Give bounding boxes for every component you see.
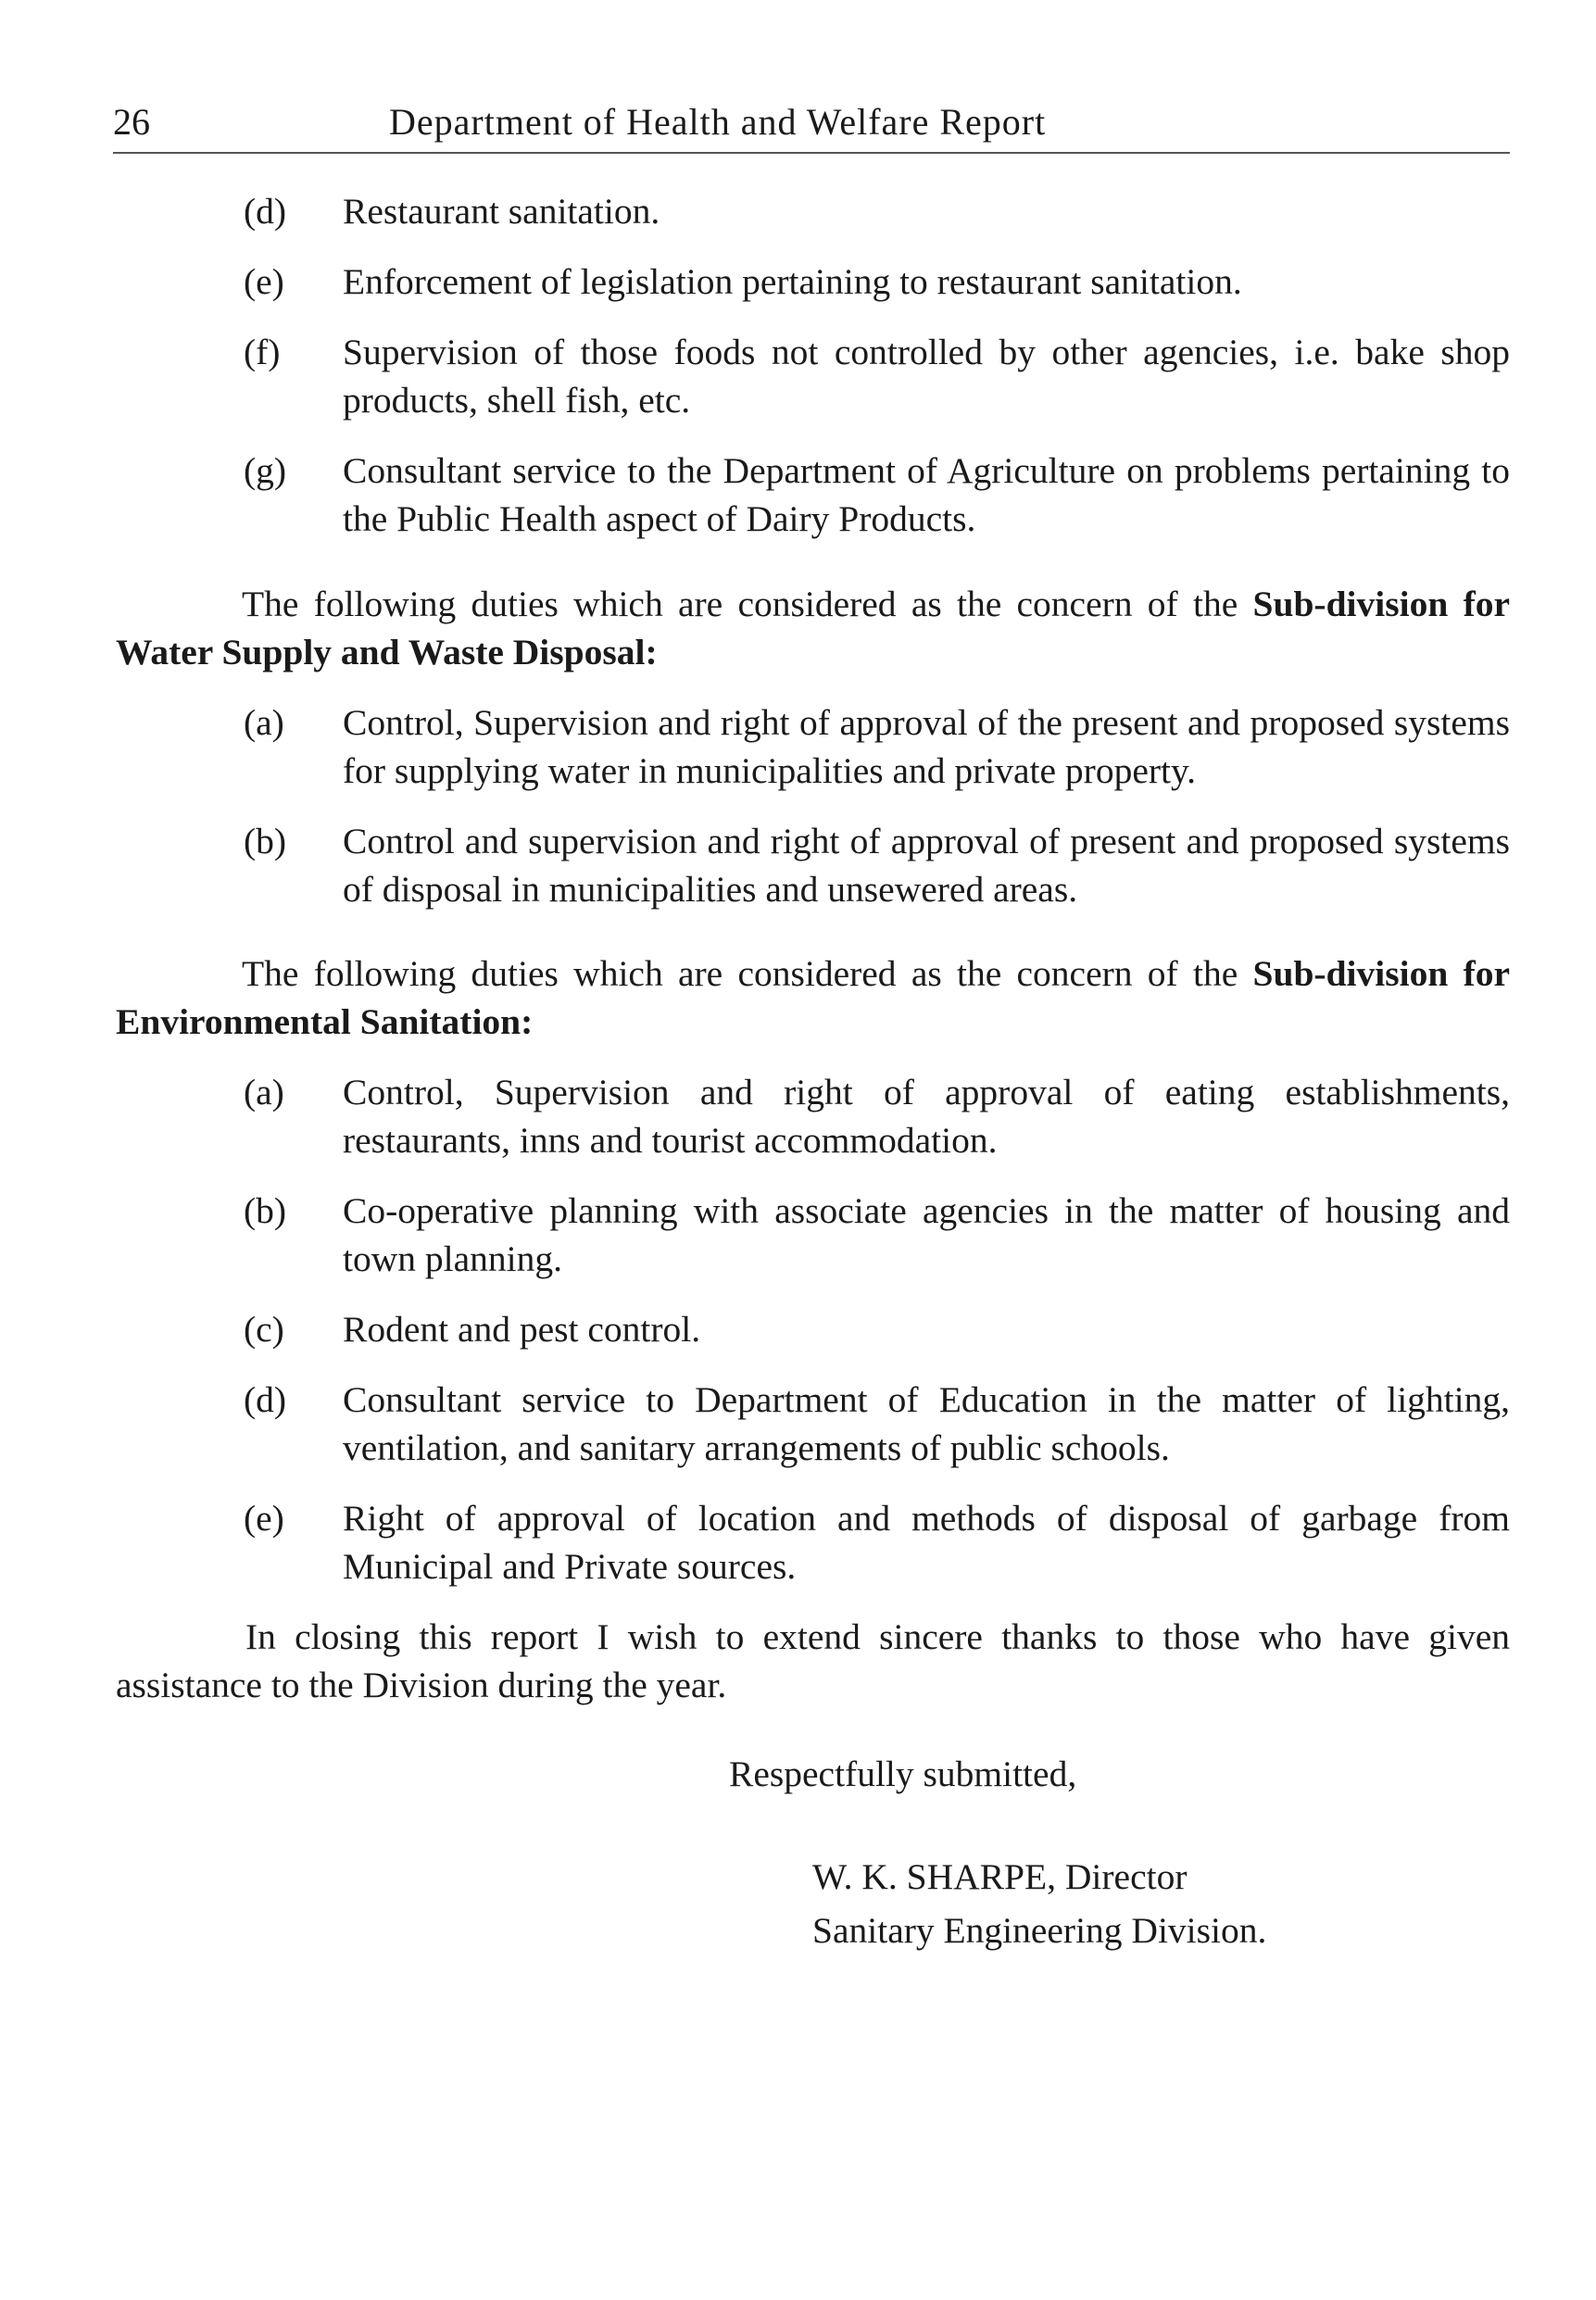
list-text: Consultant service to Department of Education in the matter of lighting, ventilation, and sanitary arrangements of public schools. <box>343 1379 1510 1468</box>
list-item <box>116 446 1510 543</box>
intro-text: The following duties which are considered as the concern of the <box>242 953 1238 994</box>
closing-paragraph: In closing this report I wish to extend sincere thanks to those who have given assistance to the Division during the year. <box>116 1616 1510 1705</box>
signoff: Respectfully submitted, <box>729 1753 1077 1794</box>
list-item <box>116 1376 1510 1472</box>
list-item <box>116 1068 1510 1164</box>
intro-text: The following duties which are considered as the concern of the <box>242 583 1238 624</box>
running-title: Department of Health and Welfare Report <box>389 101 1047 143</box>
list-item <box>116 328 1510 424</box>
list-item <box>116 1494 1510 1590</box>
list-marker: (f) <box>244 332 281 372</box>
page-body <box>116 187 1510 1957</box>
list-text: Right of approval of location and methods of disposal of garbage from Municipal and Private sources. <box>343 1498 1510 1587</box>
list-item <box>116 187 1510 235</box>
list-item <box>116 698 1510 795</box>
env-duties-list <box>116 1068 1510 1590</box>
env-section-intro <box>116 949 1510 1046</box>
list-text: Supervision of those foods not controlled by other agencies, i.e. bake shop products, shell fish, etc. <box>343 332 1510 421</box>
top-duties-list <box>116 187 1510 543</box>
list-text: Rodent and pest control. <box>343 1309 701 1350</box>
list-text: Enforcement of legislation pertaining to restaurant sanitation. <box>343 261 1242 302</box>
list-marker: (e) <box>244 1498 284 1539</box>
signatory-name: W. K. SHARPE, Director <box>812 1856 1188 1897</box>
water-duties-list <box>116 698 1510 913</box>
page-header <box>113 100 1510 156</box>
list-text: Control and supervision and right of approval of present and proposed systems of disposal in municipalities and unsewered areas. <box>343 820 1510 910</box>
list-marker: (a) <box>244 1072 284 1112</box>
water-section-intro <box>116 580 1510 676</box>
list-item <box>116 1187 1510 1283</box>
list-text: Co-operative planning with associate agencies in the matter of housing and town planning. <box>343 1190 1510 1279</box>
list-item <box>116 817 1510 913</box>
list-marker: (b) <box>244 1190 287 1231</box>
list-text: Control, Supervision and right of approval of eating establishments, restaurants, inns and tourist accommodation. <box>343 1072 1510 1161</box>
page-number: 26 <box>113 101 150 143</box>
section-heading-environmental: Sub-division for Environmental Sanitation: <box>116 953 1511 1042</box>
header-rule <box>113 152 1510 154</box>
list-marker: (e) <box>244 261 284 302</box>
list-item <box>116 258 1510 306</box>
list-text: Restaurant sanitation. <box>343 191 660 232</box>
list-item <box>116 1305 1510 1353</box>
list-marker: (d) <box>244 191 287 232</box>
list-marker: (c) <box>244 1309 284 1350</box>
list-marker: (g) <box>244 450 287 491</box>
signatory-division: Sanitary Engineering Division. <box>812 1910 1267 1951</box>
list-marker: (a) <box>244 701 284 743</box>
list-text: Control, Supervision and right of approval of the present and proposed systems for supplying water in municipalities and private property. <box>343 701 1510 791</box>
list-marker: (d) <box>244 1379 287 1420</box>
signature-block <box>116 1850 1510 1957</box>
list-marker: (b) <box>244 820 287 861</box>
section-heading-water: Sub-division for Water Supply and Waste Disposal: <box>116 583 1511 672</box>
list-text: Consultant service to the Department of Agriculture on problems pertaining to the Public Health aspect of Dairy Products. <box>343 450 1510 539</box>
